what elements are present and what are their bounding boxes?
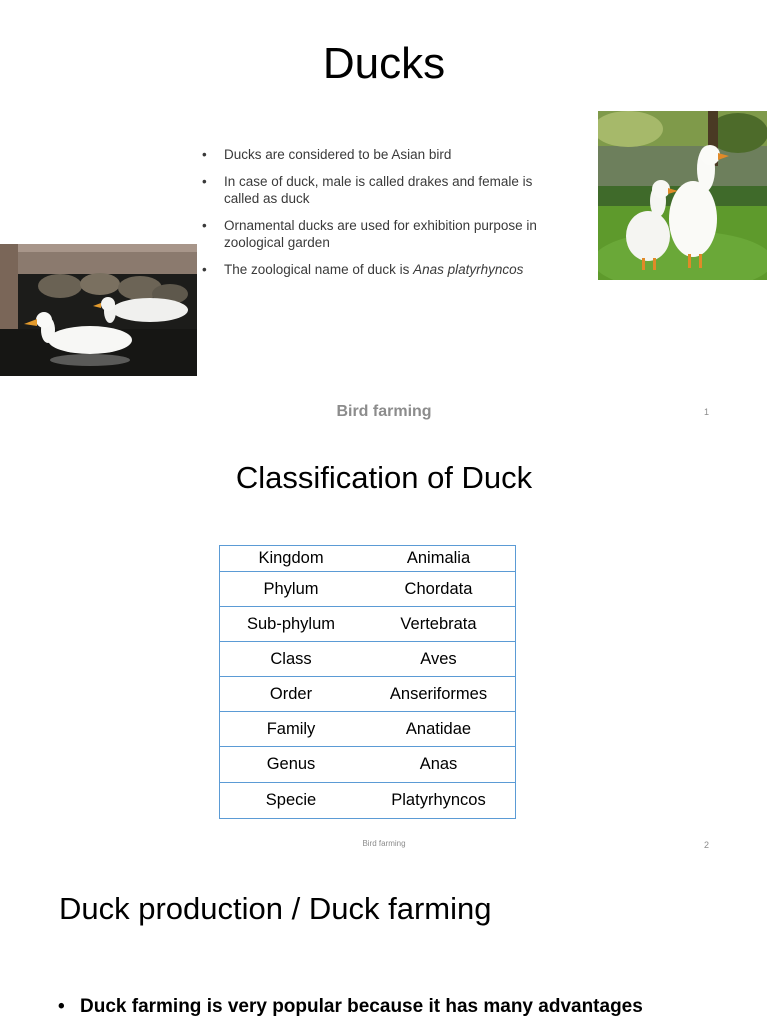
table-row — [220, 642, 516, 677]
table-row — [220, 677, 516, 712]
slide-1-title: Ducks — [322, 39, 446, 88]
classification-table — [219, 545, 516, 819]
taxon-cell: Anseriformes — [362, 677, 516, 712]
bullet-item: • The zoological name of duck is Anas platyrhyncos — [200, 261, 570, 278]
slide-2-footer: Bird farming — [362, 839, 406, 848]
rank-cell: Kingdom — [220, 546, 363, 572]
taxon-cell: Anas — [362, 747, 516, 783]
rank-cell: Phylum — [220, 572, 363, 607]
table-row — [220, 546, 516, 572]
taxon-cell: Vertebrata — [362, 607, 516, 642]
bullet-item: • Ornamental ducks are used for exhibition purpose in zoological garden — [200, 217, 570, 251]
bullet-dot-icon: • — [58, 996, 65, 1017]
table-row — [220, 712, 516, 747]
table-row — [220, 607, 516, 642]
ducks-on-grass-photo — [598, 111, 767, 280]
table-row — [220, 783, 516, 819]
taxon-cell: Chordata — [362, 572, 516, 607]
rank-cell: Family — [220, 712, 363, 747]
rank-cell: Specie — [220, 783, 363, 819]
taxon-cell: Platyrhyncos — [362, 783, 516, 819]
rank-cell: Genus — [220, 747, 363, 783]
rank-cell: Order — [220, 677, 363, 712]
scientific-name: Anas platyrhyncos — [413, 262, 524, 277]
table-row — [220, 572, 516, 607]
slide-1-page-number: 1 — [704, 407, 710, 417]
bullet-text: Duck farming is very popular because it has many advantages — [80, 996, 643, 1017]
bullet-item: • Ducks are considered to be Asian bird — [200, 146, 570, 163]
bullet-item: • In case of duck, male is called drakes and female is called as duck — [200, 173, 570, 207]
slide-1-bullet-list — [200, 146, 570, 288]
slide-2-title: Classification of Duck — [235, 460, 533, 495]
slide-3-bullet — [58, 994, 643, 1020]
slide-3-title: Duck production / Duck farming — [59, 891, 492, 926]
ducks-in-water-photo — [0, 244, 197, 376]
rank-cell: Sub-phylum — [220, 607, 363, 642]
slide-1-footer: Bird farming — [336, 403, 432, 420]
taxon-cell: Anatidae — [362, 712, 516, 747]
taxon-cell: Aves — [362, 642, 516, 677]
rank-cell: Class — [220, 642, 363, 677]
table-row — [220, 747, 516, 783]
taxon-cell: Animalia — [362, 546, 516, 572]
slide-2-page-number: 2 — [704, 840, 710, 850]
